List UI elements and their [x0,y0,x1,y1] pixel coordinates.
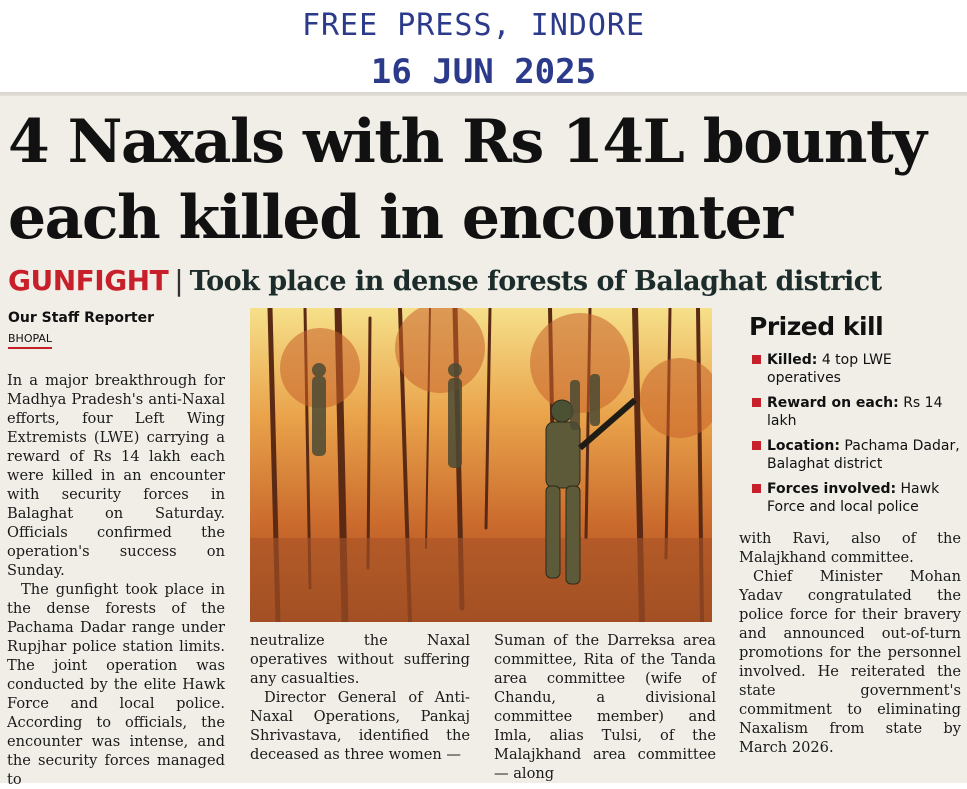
kicker-text: Took place in dense forests of Balaghat district [189,266,882,297]
paragraph: neutralize the Naxal operatives without suffering any casualties. [250,632,470,687]
stamp-date: 16 JUN 2025 [370,52,597,92]
byline: Our Staff Reporter [8,310,154,326]
paragraph: with Ravi, also of the Malajkhand committee. [739,530,961,566]
article-column-2 [250,631,470,764]
sidebar-item: Forces involved: Hawk Force and local police [739,480,963,516]
dateline: BHOPAL [8,332,52,349]
article-headline: 4 Naxals with Rs 14L bounty each killed in encounter [8,107,926,253]
bullet-icon [752,398,761,407]
paragraph: In a major breakthrough for Madhya Pradesh's anti-Naxal efforts, four Left Wing Extremists (LWE) carrying a reward of Rs 14 lakh each were killed in an encounter with security forces in Balaghat on Saturday. Officials confirmed the operation's success on Sunday. [7,372,225,579]
kicker-separator: | [174,264,184,297]
paragraph: Suman of the Darreksa area committee, Rita of the Tanda area committee (wife of Chandu, a divisional committee member) and Imla, alias Tulsi, of the Malajkhand area committee — along [494,632,716,782]
kicker-tag: GUNFIGHT [8,264,169,297]
article-column-1 [7,371,225,789]
bullet-icon [752,355,761,364]
bullet-icon [752,441,761,450]
kicker-row [8,264,963,304]
sidebar-item: Location: Pachama Dadar, Balaghat district [739,437,963,473]
paragraph: Chief Minister Mohan Yadav congratulated the police force for their bravery and announced out-of-turn promotions for the personnel involved. He reiterated the state government's commitment to eliminating Naxalism from state by March 2026. [739,568,961,756]
paragraph: Director General of Anti-Naxal Operations, Pankaj Shrivastava, identified the deceased as three women — [250,689,470,763]
stamp-publication: FREE PRESS, INDORE [301,8,646,43]
news-photo [250,308,712,622]
sidebar-item: Reward on each: Rs 14 lakh [739,394,963,430]
sidebar-item: Killed: 4 top LWE operatives [739,351,963,387]
paragraph: The gunfight took place in the dense forests of the Pachama Dadar range under Rupjhar police station limits. The joint operation was conducted by the elite Hawk Force and local police. According to officials, the encounter was intense, and the security forces managed to [7,581,225,788]
sidebar-prized-kill [739,312,963,523]
bullet-icon [752,484,761,493]
sidebar-title: Prized kill [749,312,884,341]
forest-soldiers-image [250,308,712,622]
article-column-3 [494,631,716,783]
article-column-4 [739,529,961,757]
